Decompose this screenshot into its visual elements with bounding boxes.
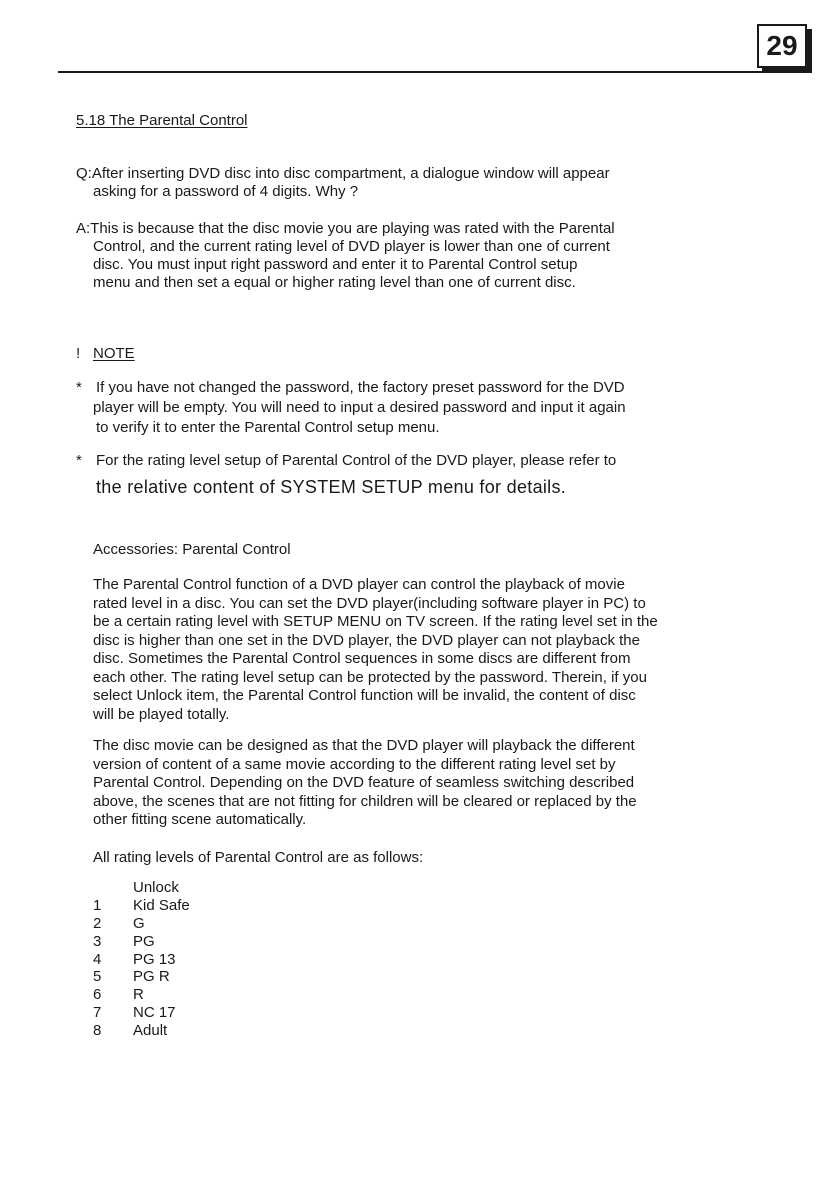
rating-level-label: PG R	[133, 968, 170, 986]
paragraph-line: The Parental Control function of a DVD player can control the playback of movie	[93, 576, 625, 593]
rating-level-row	[93, 951, 190, 969]
rating-levels-list	[93, 879, 190, 1040]
rating-level-number	[93, 879, 133, 897]
rating-level-row	[93, 897, 190, 915]
rating-level-row	[93, 986, 190, 1004]
paragraph-line: version of content of a same movie according to the different rating level set by	[93, 755, 616, 773]
answer-line: Control, and the current rating level of DVD player is lower than one of current	[93, 238, 610, 255]
note-title: NOTE	[93, 345, 135, 362]
rating-level-label: Kid Safe	[133, 896, 190, 914]
note-bullet-line: If you have not changed the password, the factory preset password for the DVD	[96, 379, 625, 396]
rating-level-label: Adult	[133, 1022, 168, 1040]
rating-level-number: 6	[93, 986, 102, 1004]
accessories-title: Accessories: Parental Control	[93, 541, 291, 558]
rating-level-row	[93, 1004, 190, 1022]
rating-level-number: 7	[93, 1004, 102, 1022]
rating-level-number: 1	[93, 896, 102, 914]
rating-level-label: PG	[133, 932, 155, 950]
rating-level-row	[93, 879, 190, 897]
rating-level-number: 2	[93, 914, 102, 932]
note-exclamation-mark: !	[76, 345, 81, 362]
note-bullet-line: For the rating level setup of Parental Control of the DVD player, please refer to	[96, 452, 617, 469]
paragraph-line: each other. The rating level setup can be protected by the password. Therein, if you	[93, 668, 647, 686]
paragraph-line: Parental Control. Depending on the DVD feature of seamless switching described	[93, 774, 635, 791]
paragraph-line: disc is higher than one set in the DVD player, the DVD player can not playback the	[93, 631, 640, 649]
paragraph-rating-levels-intro: All rating levels of Parental Control are as follows:	[93, 849, 424, 866]
page-number: 29	[757, 24, 807, 68]
rating-level-number: 8	[93, 1022, 102, 1040]
paragraph-line: The disc movie can be designed as that the DVD player will playback the different	[93, 737, 635, 754]
answer-line: A:This is because that the disc movie you are playing was rated with the Parental	[76, 220, 615, 237]
paragraph-line: above, the scenes that are not fitting for children will be cleared or replaced by the	[93, 792, 637, 810]
rating-level-label: R	[133, 986, 144, 1004]
question-line: asking for a password of 4 digits. Why ?	[93, 183, 359, 200]
note-bullet-line: player will be empty. You will need to input a desired password and input it again	[93, 399, 626, 416]
header-divider	[58, 71, 788, 73]
paragraph-disc-movie-design	[93, 737, 753, 830]
rating-level-label: Unlock	[133, 879, 179, 896]
rating-level-label: NC 17	[133, 1004, 176, 1022]
paragraph-line: select Unlock item, the Parental Control function will be invalid, the content of disc	[93, 687, 636, 704]
section-title: 5.18 The Parental Control	[76, 112, 248, 129]
rating-level-row	[93, 915, 190, 933]
paragraph-parental-control-function	[93, 576, 753, 724]
question-line: Q:After inserting DVD disc into disc compartment, a dialogue window will appear	[76, 165, 610, 182]
note-bullet-line: to verify it to enter the Parental Control setup menu.	[96, 419, 440, 436]
note-bullet-line: the relative content of SYSTEM SETUP menu for details.	[96, 477, 567, 497]
paragraph-line: be a certain rating level with SETUP MENU on TV screen. If the rating level set in the	[93, 613, 658, 630]
answer-line: menu and then set a equal or higher rating level than one of current disc.	[93, 274, 576, 291]
rating-level-number: 4	[93, 950, 102, 968]
paragraph-line: will be played totally.	[93, 705, 230, 723]
paragraph-line: disc. Sometimes the Parental Control sequences in some discs are different from	[93, 650, 631, 667]
rating-level-label: PG 13	[133, 950, 176, 968]
bullet-marker: *	[76, 452, 82, 469]
rating-level-row	[93, 968, 190, 986]
rating-level-row	[93, 933, 190, 951]
rating-level-label: G	[133, 914, 145, 932]
answer-line: disc. You must input right password and enter it to Parental Control setup	[93, 256, 578, 273]
rating-level-number: 5	[93, 968, 102, 986]
paragraph-line: rated level in a disc. You can set the DVD player(including software player in PC) to	[93, 594, 646, 612]
rating-level-number: 3	[93, 932, 102, 950]
rating-level-row	[93, 1022, 190, 1040]
bullet-marker: *	[76, 379, 82, 396]
paragraph-line: other fitting scene automatically.	[93, 811, 307, 828]
